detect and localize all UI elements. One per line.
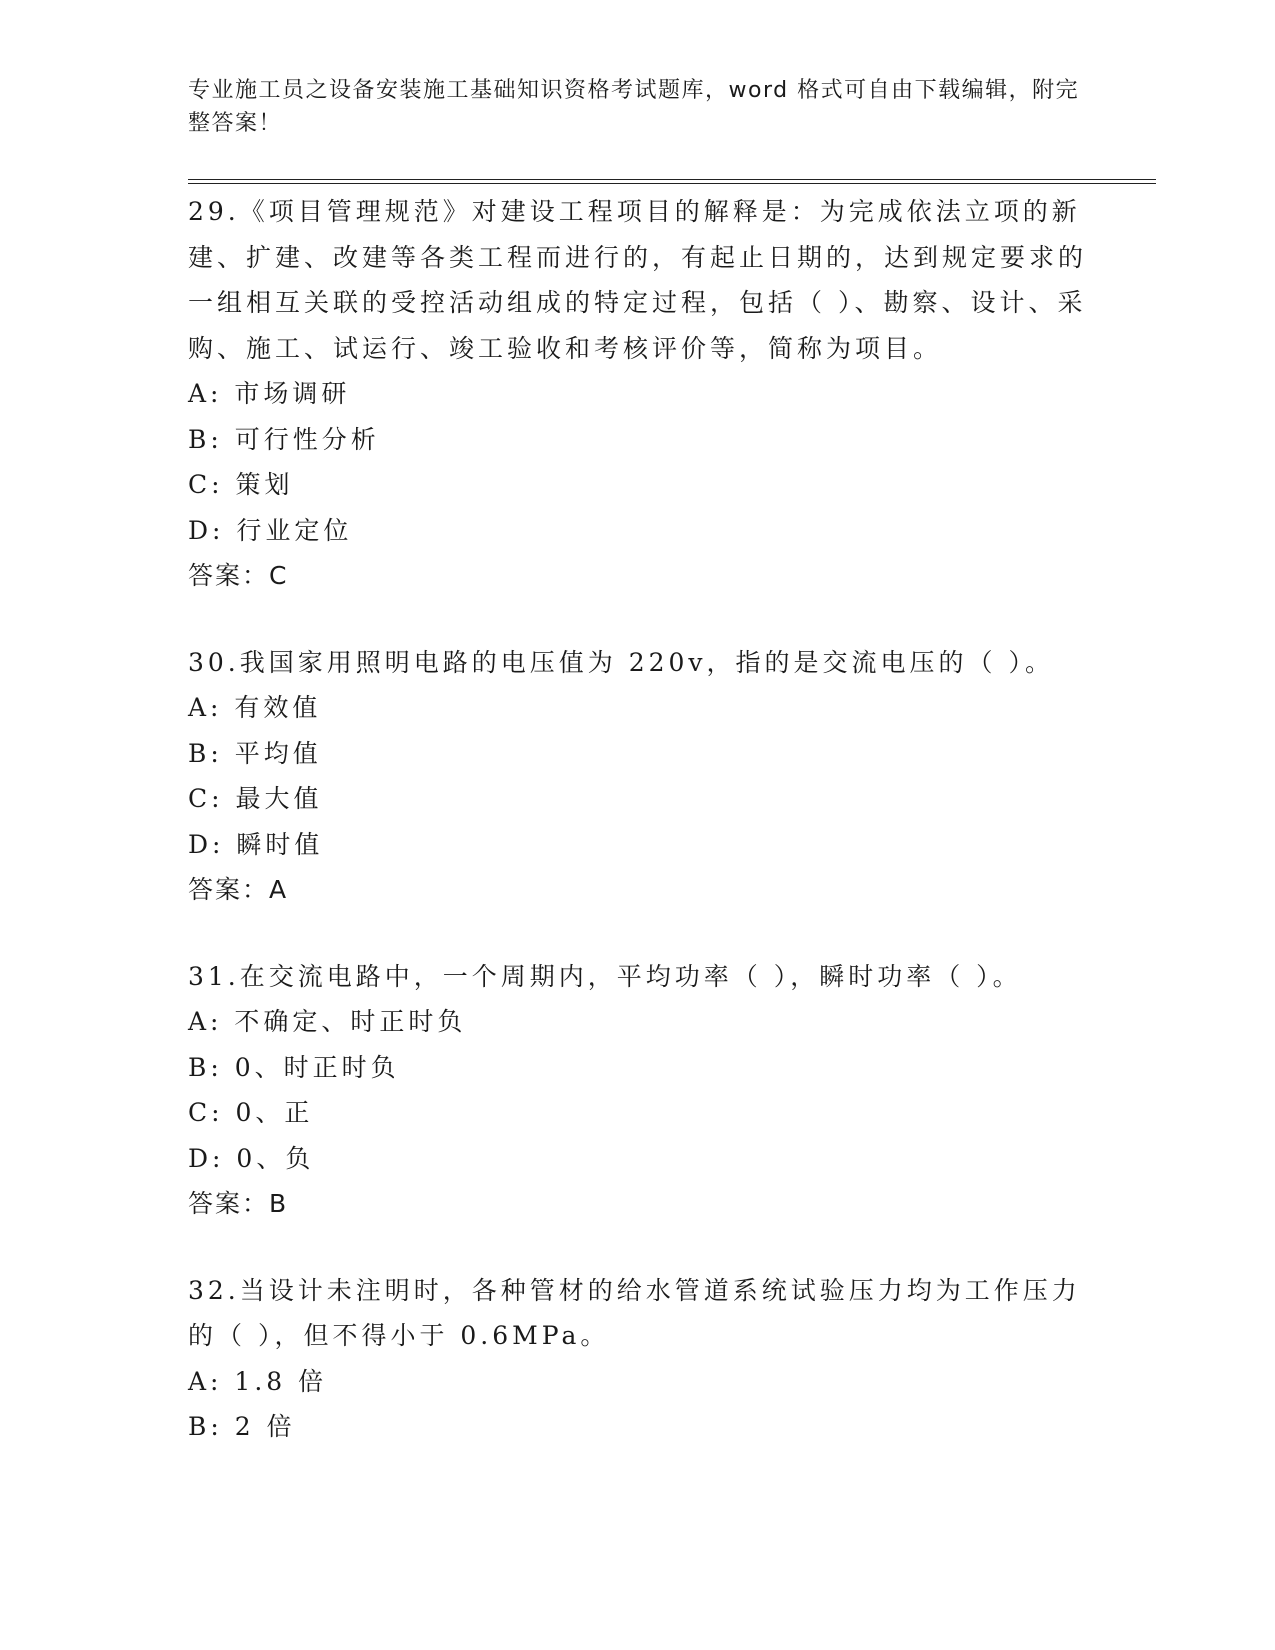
option-a: A: 不确定、时正时负 [188,1007,467,1036]
header-divider-top [188,179,1156,180]
question-29 [188,189,1088,599]
option-d: D: 行业定位 [188,515,353,545]
option-a: A: 市场调研 [188,379,351,408]
question-stem: 32.当设计未注明时，各种管材的给水管道系统试验压力均为工作压力的（ ），但不得小于 0.6MPa。 [188,1275,1081,1350]
option-d: D: 0、负 [188,1143,315,1173]
answer-line: 答案：A [188,875,289,904]
question-32 [188,1268,1088,1450]
question-30 [188,640,1088,913]
header-divider-bottom [188,183,1156,184]
option-a: A: 1.8 倍 [188,1366,328,1396]
question-31 [188,954,1088,1227]
question-stem: 29.《项目管理规范》对建设工程项目的解释是：为完成依法立项的新建、扩建、改建等各类工程而进行的，有起止日期的，达到规定要求的一组相互关联的受控活动组成的特定过程，包括（ ）、勘察、设计、采购、施工、试运行、竣工验收和考核评价等，简称为项目。 [188,197,1088,363]
question-stem: 30.我国家用照明电路的电压值为 220v，指的是交流电压的（ ）。 [188,647,1054,677]
answer-line: 答案：C [188,561,289,590]
option-b: B: 2 倍 [188,1412,296,1441]
option-a: A: 有效值 [188,693,322,722]
question-list [188,189,1088,1491]
option-c: C: 最大值 [188,784,323,813]
answer-line: 答案：B [188,1189,289,1218]
option-c: C: 0、正 [188,1098,314,1127]
option-b: B: 0、时正时负 [188,1052,400,1082]
option-b: B: 平均值 [188,738,322,768]
question-stem: 31.在交流电路中，一个周期内，平均功率（ ），瞬时功率（ ）。 [188,961,1022,991]
option-d: D: 瞬时值 [188,829,324,859]
document-header: 专业施工员之设备安装施工基础知识资格考试题库，word 格式可自由下载编辑，附完整答案！ [188,78,1080,136]
option-c: C: 策划 [188,470,294,499]
option-b: B: 可行性分析 [188,424,380,454]
